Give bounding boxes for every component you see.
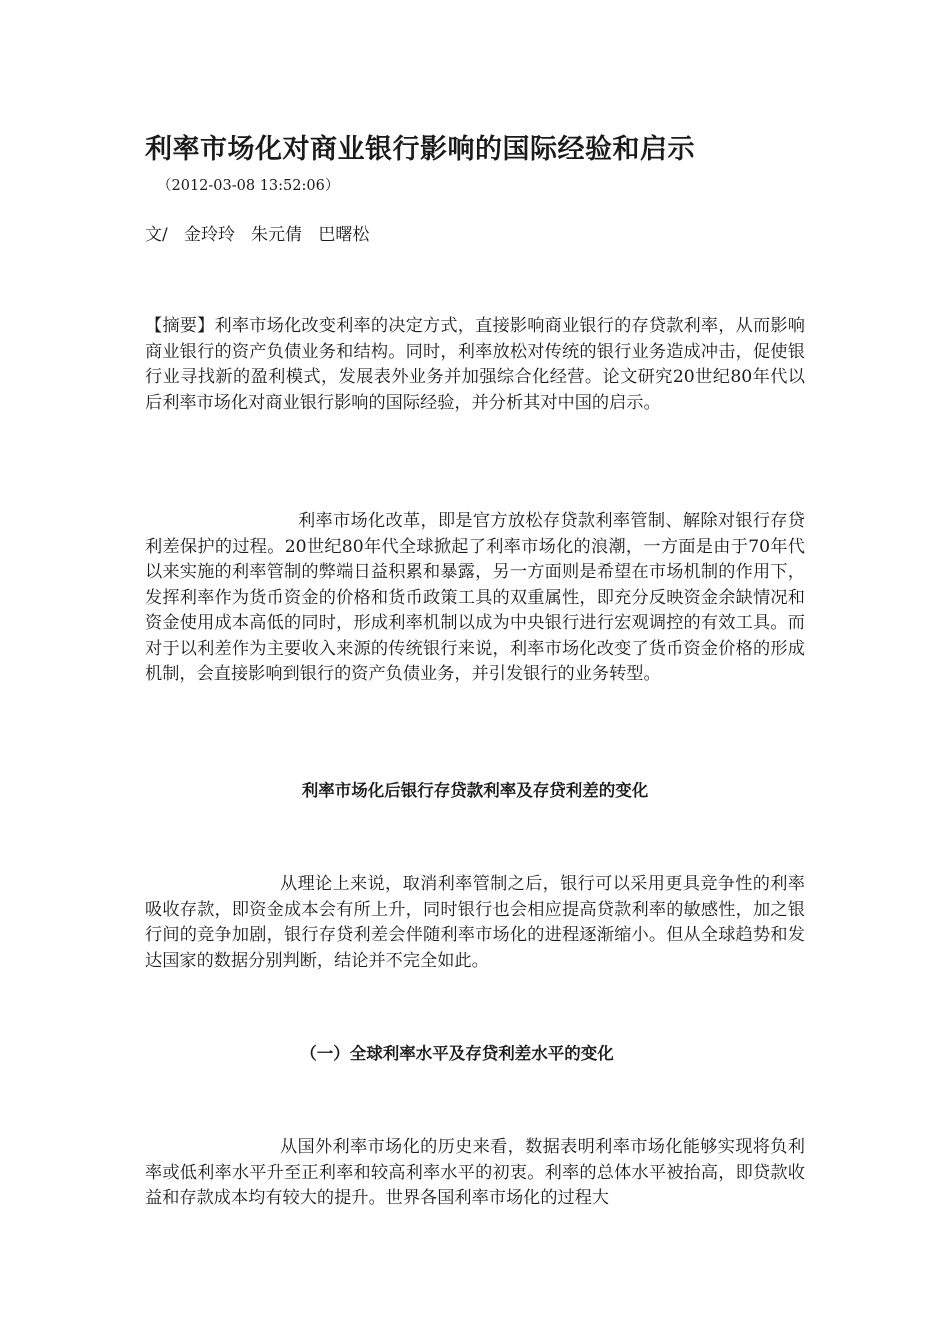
- author-line: 文/ 金玲玲 朱元倩 巴曙松: [145, 225, 370, 245]
- section-paragraph: 从理论上来说，取消利率管制之后，银行可以采用更具竞争性的利率吸收存款，即资金成本会有所上升，同时银行也会相应提高贷款利率的敏感性，加之银行间的竞争加剧，银行存贷利差会伴随利率市场化的进程逐渐缩小。但从全球趋势和发达国家的数据分别判断，结论并不完全如此。: [145, 874, 805, 971]
- publish-timestamp: （2012-03-08 13:52:06）: [157, 178, 340, 194]
- subsection-heading: （一）全球利率水平及存贷利差水平的变化: [300, 1044, 614, 1063]
- section-heading: 利率市场化后银行存贷款利率及存贷利差的变化: [301, 781, 649, 800]
- subsection-paragraph: 从国外利率市场化的历史来看，数据表明利率市场化能够实现将负利率或低利率水平升至正利率和较高利率水平的初衷。利率的总体水平被抬高，即贷款收益和存款成本均有较大的提升。世界各国利率市场化的过程大: [145, 1137, 805, 1208]
- abstract-paragraph: 【摘要】利率市场化改变利率的决定方式，直接影响商业银行的存贷款利率，从而影响商业银行的资产负债业务和结构。同时，利率放松对传统的银行业务造成冲击，促使银行业寻找新的盈利模式，发展表外业务并加强综合化经营。论文研究20世纪80年代以后利率市场化对商业银行影响的国际经验，并分析其对中国的启示。: [145, 316, 805, 413]
- intro-paragraph: 利率市场化改革，即是官方放松存贷款利率管制、解除对银行存贷利差保护的过程。20世纪80年代全球掀起了利率市场化的浪潮，一方面是由于70年代以来实施的利率管制的弊端日益积累和暴露，另一方面则是希望在市场机制的作用下，发挥利率作为货币资金的价格和货币政策工具的双重属性，即充分反映资金余缺情况和资金使用成本高低的同时，形成利率机制以成为中央银行进行宏观调控的有效工具。而对于以利差作为主要收入来源的传统银行来说，利率市场化改变了货币资金价格的形成机制，会直接影响到银行的资产负债业务，并引发银行的业务转型。: [145, 511, 805, 684]
- article-title: 利率市场化对商业银行影响的国际经验和启示: [145, 134, 695, 165]
